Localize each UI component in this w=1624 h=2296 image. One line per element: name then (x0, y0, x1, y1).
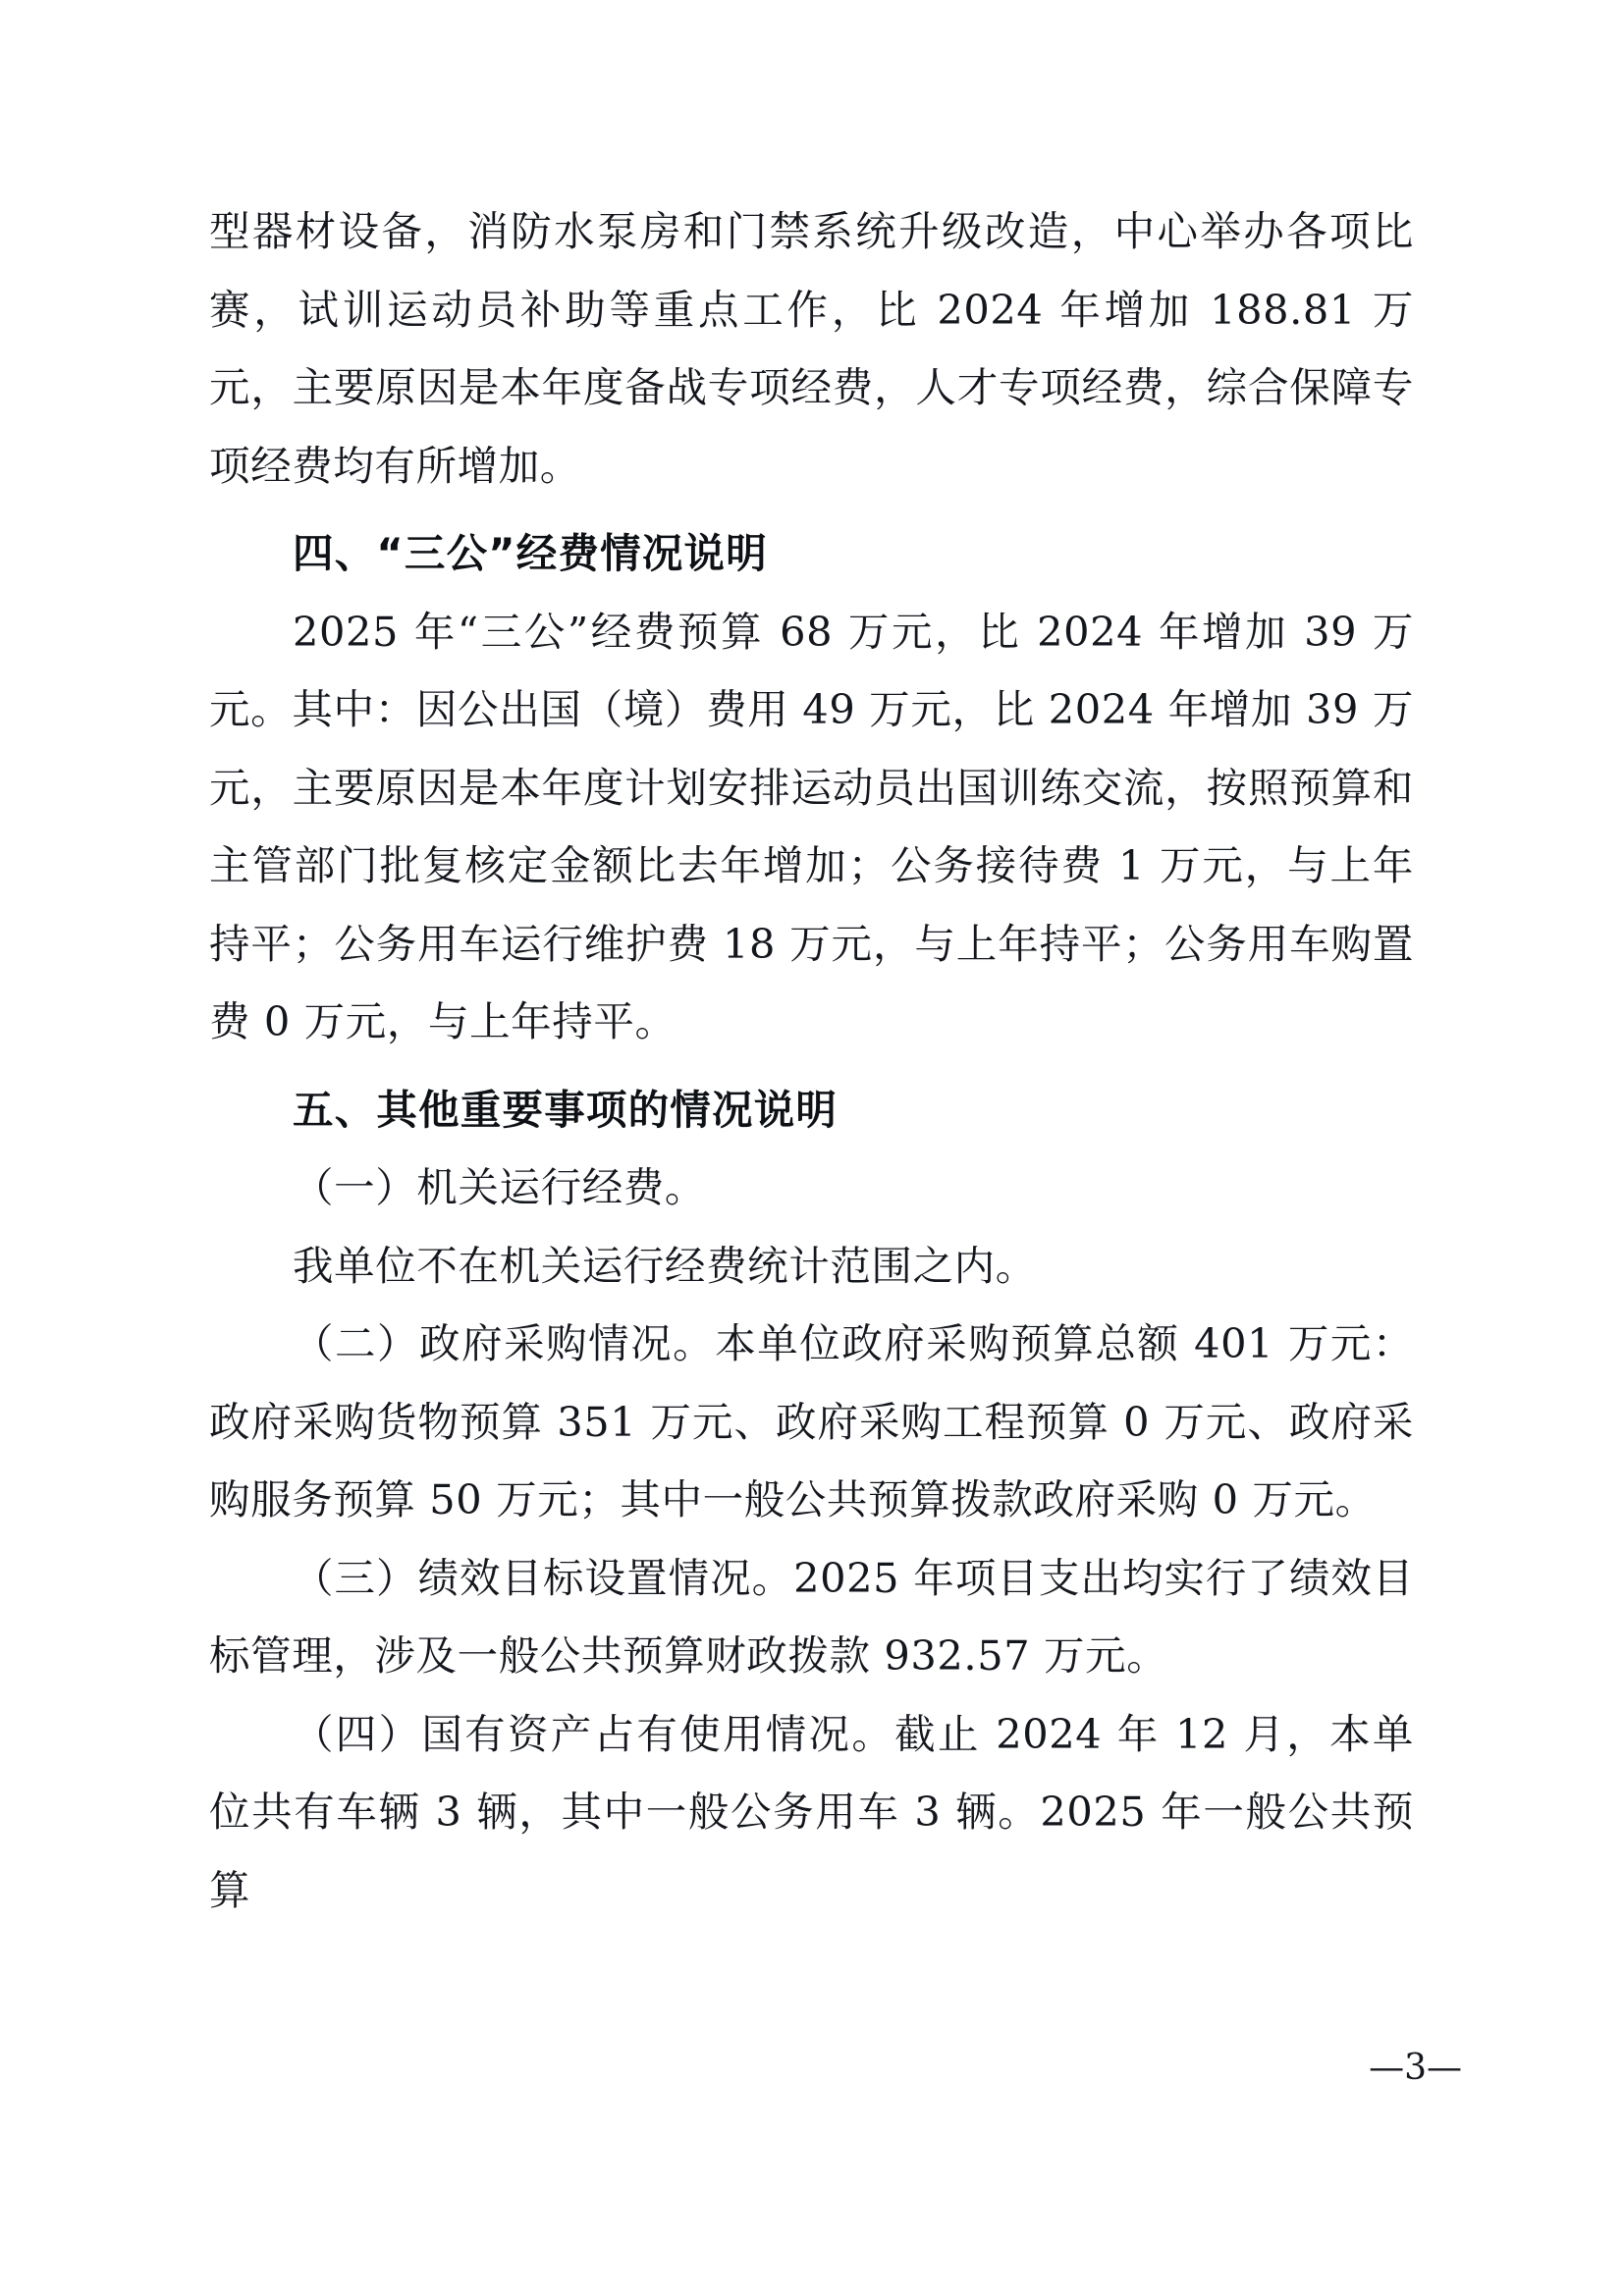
paragraph-five-one-title: （一）机关运行经费。 (293, 1163, 707, 1211)
spacer (209, 505, 1414, 514)
section-heading-five: 五、其他重要事项的情况说明 (293, 1085, 839, 1134)
page-footer (0, 2048, 1624, 2088)
paragraph-five-one-body: 我单位不在机关运行经费统计范围之内。 (293, 1241, 1037, 1290)
paragraph-continuation: 型器材设备，消防水泵房和门禁系统升级改造，中心举办各项比赛，试训运动员补助等重点工作，比 2024 年增加 188.81 万元，主要原因是本年度备战专项经费，人才专项经费，综合保障专项经费均有所增加。 (209, 207, 1414, 490)
paragraph-five-four: （四）国有资产占有使用情况。截止 2024 年 12 月，本单位共有车辆 3 辆，其中一般公务用车 3 辆。2025 年一般公共预算 (209, 1709, 1414, 1914)
spacer (209, 1061, 1414, 1071)
document-body (209, 192, 1414, 1929)
paragraph-five-three: （三）绩效目标设置情况。2025 年项目支出均实行了绩效目标管理，涉及一般公共预算财政拨款 932.57 万元。 (209, 1553, 1414, 1680)
page-number: —3— (1369, 2048, 1462, 2088)
paragraph-five-two: （二）政府采购情况。本单位政府采购预算总额 401 万元：政府采购货物预算 351 万元、政府采购工程预算 0 万元、政府采购服务预算 50 万元；其中一般公共预算拨款政府采购 0 万元。 (209, 1319, 1414, 1523)
paragraph-section-four-body: 2025 年“三公”经费预算 68 万元，比 2024 年增加 39 万元。其中：因公出国（境）费用 49 万元，比 2024 年增加 39 万元，主要原因是本年度计划安排运动员出国训练交流，按照预算和主管部门批复核定金额比去年增加；公务接待费 1 万元，与上年持平；公务用车运行维护费 18 万元，与上年持平；公务用车购置费 0 万元，与上年持平。 (209, 607, 1414, 1045)
section-heading-four: 四、“三公”经费情况说明 (293, 529, 768, 577)
